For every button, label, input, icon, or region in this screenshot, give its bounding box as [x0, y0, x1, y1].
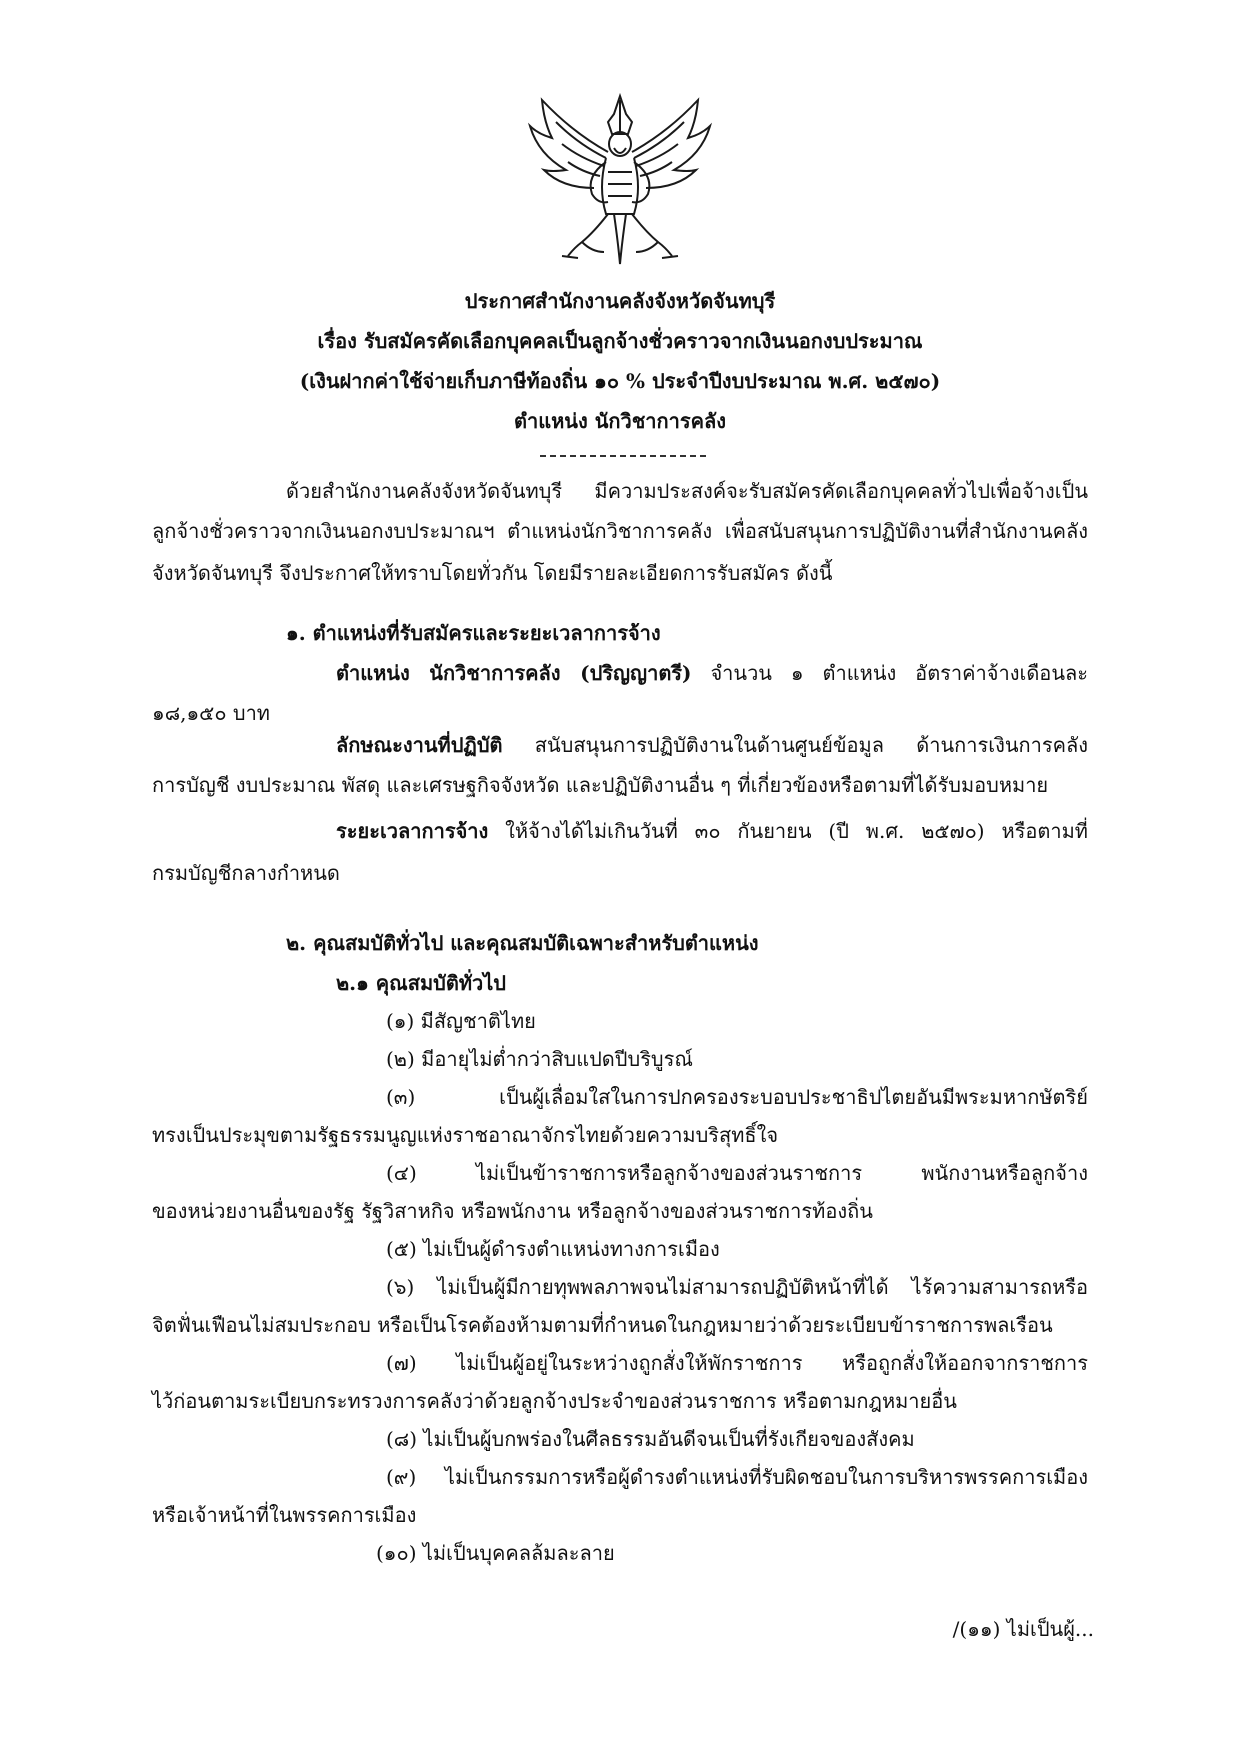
qualification-item: (๓) เป็นผู้เลื่อมใสในการปกครองระบอบประชาธิปไตยอันมีพระมหากษัตริย์: [386, 1085, 1088, 1109]
qualification-item-cont: ของหน่วยงานอื่นของรัฐ รัฐวิสาหกิจ หรือพนักงาน หรือลูกจ้างของส่วนราชการท้องถิ่น: [152, 1199, 873, 1223]
qualification-item: (๑) มีสัญชาติไทย: [386, 1009, 536, 1033]
section-1-heading: ๑. ตำแหน่งที่รับสมัครและระยะเวลาการจ้าง: [286, 621, 661, 645]
duty-line-1: [336, 730, 1088, 760]
qualification-item-cont: ไว้ก่อนตามระเบียบกระทรวงการคลังว่าด้วยลูกจ้างประจำของส่วนราชการ หรือตามกฎหมายอื่น: [152, 1389, 957, 1413]
announcement-title: ประกาศสำนักงานคลังจังหวัดจันทบุรี: [464, 289, 776, 313]
intro-line-2: ลูกจ้างชั่วคราวจากเงินนอกงบประมาณฯ ตำแหน่งนักวิชาการคลัง เพื่อสนับสนุนการปฏิบัติงานที่สำนักงานคลัง: [152, 519, 1088, 543]
section-2-1-heading: ๒.๑ คุณสมบัติทั่วไป: [336, 971, 506, 995]
qualification-item: (๔) ไม่เป็นข้าราชการหรือลูกจ้างของส่วนราชการ พนักงานหรือลูกจ้าง: [386, 1161, 1088, 1185]
period-label: ระยะเวลาการจ้าง: [336, 819, 489, 843]
qualification-item-cont: ทรงเป็นประมุขตามรัฐธรรมนูญแห่งราชอาณาจักรไทยด้วยความบริสุทธิ์ใจ: [152, 1123, 779, 1147]
period-line-1: [336, 816, 1088, 846]
qualification-item: (๖) ไม่เป็นผู้มีกายทุพพลภาพจนไม่สามารถปฏิบัติหน้าที่ได้ ไร้ความสามารถหรือ: [386, 1275, 1088, 1299]
period-detail: ให้จ้างได้ไม่เกินวันที่ ๓๐ กันยายน (ปี พ.ศ. ๒๕๗๐) หรือตามที่: [488, 819, 1088, 843]
continuation-note: /(๑๑) ไม่เป็นผู้...: [952, 1617, 1094, 1641]
duty-line-2: การบัญชี งบประมาณ พัสดุ และเศรษฐกิจจังหวัด และปฏิบัติงานอื่น ๆ ที่เกี่ยวข้องหรือตามที่ได้รับมอบหมาย: [152, 773, 1049, 797]
title-divider: [540, 455, 706, 457]
announcement-funding: (เงินฝากค่าใช้จ่ายเก็บภาษีท้องถิ่น ๑๐ % ประจำปีงบประมาณ พ.ศ. ๒๕๗๐): [299, 369, 941, 393]
garuda-emblem-icon: [522, 92, 718, 268]
qualification-item: (๒) มีอายุไม่ต่ำกว่าสิบแปดปีบริบูรณ์: [386, 1047, 693, 1071]
qualification-item: (๙) ไม่เป็นกรรมการหรือผู้ดำรงตำแหน่งที่รับผิดชอบในการบริหารพรรคการเมือง: [386, 1465, 1088, 1489]
section-2-heading: ๒. คุณสมบัติทั่วไป และคุณสมบัติเฉพาะสำหรับตำแหน่ง: [286, 931, 759, 955]
duty-label: ลักษณะงานที่ปฏิบัติ: [336, 733, 503, 757]
position-detail: จำนวน ๑ ตำแหน่ง อัตราค่าจ้างเดือนละ: [691, 661, 1088, 685]
announcement-position: ตำแหน่ง นักวิชาการคลัง: [514, 409, 726, 433]
announcement-subject: เรื่อง รับสมัครคัดเลือกบุคคลเป็นลูกจ้างชั่วคราวจากเงินนอกงบประมาณ: [317, 329, 923, 353]
qualification-item: (๗) ไม่เป็นผู้อยู่ในระหว่างถูกสั่งให้พักราชการ หรือถูกสั่งให้ออกจากราชการ: [386, 1351, 1088, 1375]
intro-line-3: จังหวัดจันทบุรี จึงประกาศให้ทราบโดยทั่วกัน โดยมีรายละเอียดการรับสมัคร ดังนี้: [152, 561, 833, 585]
intro-line-1: ด้วยสำนักงานคลังจังหวัดจันทบุรี มีความประสงค์จะรับสมัครคัดเลือกบุคคลทั่วไปเพื่อจ้างเป็น: [286, 479, 1088, 503]
qualification-item: (๑๐) ไม่เป็นบุคคลล้มละลาย: [376, 1541, 615, 1565]
qualification-item-cont: หรือเจ้าหน้าที่ในพรรคการเมือง: [152, 1503, 417, 1527]
period-line-2: กรมบัญชีกลางกำหนด: [152, 861, 340, 885]
qualification-item: (๘) ไม่เป็นผู้บกพร่องในศีลธรรมอันดีจนเป็นที่รังเกียจของสังคม: [386, 1427, 915, 1451]
salary-line: ๑๘,๑๕๐ บาท: [152, 701, 270, 725]
position-line: [336, 658, 1088, 688]
qualification-item-cont: จิตฟั่นเฟือนไม่สมประกอบ หรือเป็นโรคต้องห้ามตามที่กำหนดในกฎหมายว่าด้วยระเบียบข้าราชการพลเรือน: [152, 1313, 1053, 1337]
position-label: ตำแหน่ง นักวิชาการคลัง (ปริญญาตรี): [336, 661, 692, 685]
duty-detail: สนับสนุนการปฏิบัติงานในด้านศูนย์ข้อมูล ด้านการเงินการคลัง: [502, 733, 1088, 757]
qualification-item: (๕) ไม่เป็นผู้ดำรงตำแหน่งทางการเมือง: [386, 1237, 720, 1261]
